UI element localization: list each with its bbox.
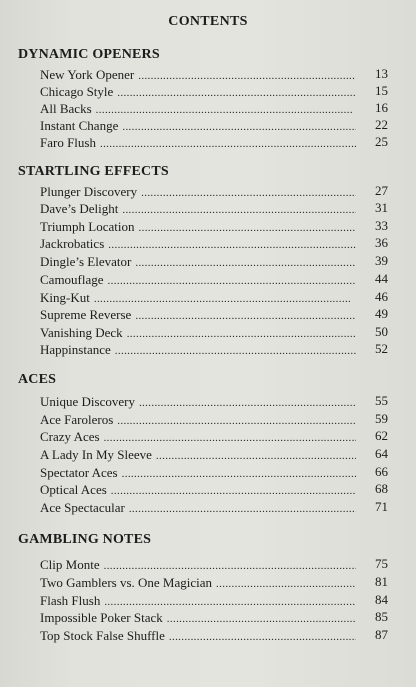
entry-title: Unique Discovery	[40, 394, 135, 409]
dot-leader	[135, 255, 356, 272]
entry-page-number: 16	[375, 100, 388, 115]
dot-leader	[122, 202, 356, 219]
entry-title: Triumph Location	[40, 219, 135, 234]
entry-page-number: 62	[375, 428, 388, 443]
toc-entry[interactable]	[40, 66, 388, 83]
entry-title: Ace Faroleros	[40, 412, 114, 427]
entry-page-number: 27	[375, 183, 388, 198]
entry-title: King-Kut	[40, 290, 90, 305]
entry-title: Ace Spectacular	[40, 500, 125, 515]
entry-title: New York Opener	[40, 67, 135, 82]
entry-title: Plunger Discovery	[40, 184, 138, 199]
toc-entry[interactable]	[40, 117, 388, 134]
entry-title: Clip Monte	[40, 557, 100, 572]
entry-title: Chicago Style	[40, 84, 114, 99]
dot-leader	[139, 395, 356, 412]
toc-entry[interactable]	[40, 464, 388, 481]
entry-title: Happinstance	[40, 342, 111, 357]
entry-title: Flash Flush	[40, 593, 101, 608]
entry-title: Top Stock False Shuffle	[40, 628, 165, 643]
toc-entry[interactable]	[40, 428, 388, 445]
toc-entry[interactable]	[40, 271, 388, 288]
dot-leader	[156, 448, 356, 465]
toc-entry[interactable]	[40, 481, 388, 498]
entry-page-number: 55	[375, 393, 388, 408]
toc-entry[interactable]	[40, 235, 388, 252]
entry-page-number: 84	[375, 592, 388, 607]
dot-leader	[108, 273, 356, 290]
entry-page-number: 64	[375, 446, 388, 461]
toc-entry[interactable]	[40, 341, 388, 358]
entry-page-number: 87	[375, 627, 388, 642]
toc-entry[interactable]	[40, 627, 388, 644]
toc-entry[interactable]	[40, 289, 388, 306]
toc-entry[interactable]	[40, 83, 388, 100]
entry-page-number: 25	[375, 134, 388, 149]
toc-entry[interactable]	[40, 324, 388, 341]
entry-page-number: 39	[375, 253, 388, 268]
entry-title: Spectator Aces	[40, 465, 118, 480]
toc-entry[interactable]	[40, 100, 388, 117]
entry-page-number: 22	[375, 117, 388, 132]
section-heading-aces: ACES	[18, 372, 57, 387]
entry-page-number: 49	[375, 306, 388, 321]
dot-leader	[216, 576, 356, 593]
entry-title: Jackrobatics	[40, 236, 105, 251]
entry-page-number: 46	[375, 289, 388, 304]
dot-leader	[111, 483, 356, 500]
entry-title: Two Gamblers vs. One Magician	[40, 575, 213, 590]
dot-leader	[108, 237, 356, 254]
entry-title: Impossible Poker Stack	[40, 610, 163, 625]
dot-leader	[104, 558, 356, 575]
dot-leader	[167, 611, 356, 628]
entry-page-number: 52	[375, 341, 388, 356]
entry-title: Dave’s Delight	[40, 201, 119, 216]
entry-page-number: 36	[375, 235, 388, 250]
entry-title: Optical Aces	[40, 482, 107, 497]
dot-leader	[129, 501, 356, 518]
entry-title: Supreme Reverse	[40, 307, 132, 322]
section-heading-dynamic-openers: DYNAMIC OPENERS	[18, 47, 160, 62]
dot-leader	[104, 430, 356, 447]
entry-page-number: 71	[375, 499, 388, 514]
dot-leader	[100, 136, 356, 153]
entry-page-number: 13	[375, 66, 388, 81]
toc-entry[interactable]	[40, 306, 388, 323]
toc-entry[interactable]	[40, 200, 388, 217]
entry-page-number: 59	[375, 411, 388, 426]
toc-entry[interactable]	[40, 393, 388, 410]
toc-entry[interactable]	[40, 183, 388, 200]
toc-entry[interactable]	[40, 253, 388, 270]
entry-page-number: 81	[375, 574, 388, 589]
toc-entry[interactable]	[40, 134, 388, 151]
toc-entry[interactable]	[40, 446, 388, 463]
toc-entry[interactable]	[40, 574, 388, 591]
toc-entry[interactable]	[40, 592, 388, 609]
entry-page-number: 44	[375, 271, 388, 286]
entry-page-number: 50	[375, 324, 388, 339]
entry-title: All Backs	[40, 101, 92, 116]
section-heading-gambling-notes: GAMBLING NOTES	[18, 532, 152, 547]
toc-entry[interactable]	[40, 218, 388, 235]
dot-leader	[169, 629, 356, 646]
entry-title: Dingle’s Elevator	[40, 254, 132, 269]
entry-page-number: 68	[375, 481, 388, 496]
entry-title: A Lady In My Sleeve	[40, 447, 152, 462]
toc-entry[interactable]	[40, 556, 388, 573]
page-title: CONTENTS	[168, 14, 248, 29]
entry-page-number: 66	[375, 464, 388, 479]
entry-title: Instant Change	[40, 118, 119, 133]
dot-leader	[115, 343, 356, 360]
entry-title: Crazy Aces	[40, 429, 100, 444]
section-heading-startling-effects: STARTLING EFFECTS	[18, 164, 169, 179]
entry-page-number: 15	[375, 83, 388, 98]
entry-page-number: 85	[375, 609, 388, 624]
toc-entry[interactable]	[40, 609, 388, 626]
entry-title: Vanishing Deck	[40, 325, 123, 340]
entry-title: Faro Flush	[40, 135, 96, 150]
toc-entry[interactable]	[40, 411, 388, 428]
entry-page-number: 31	[375, 200, 388, 215]
entry-page-number: 75	[375, 556, 388, 571]
entry-page-number: 33	[375, 218, 388, 233]
toc-entry[interactable]	[40, 499, 388, 516]
entry-title: Camouflage	[40, 272, 104, 287]
dot-leader	[135, 308, 356, 325]
